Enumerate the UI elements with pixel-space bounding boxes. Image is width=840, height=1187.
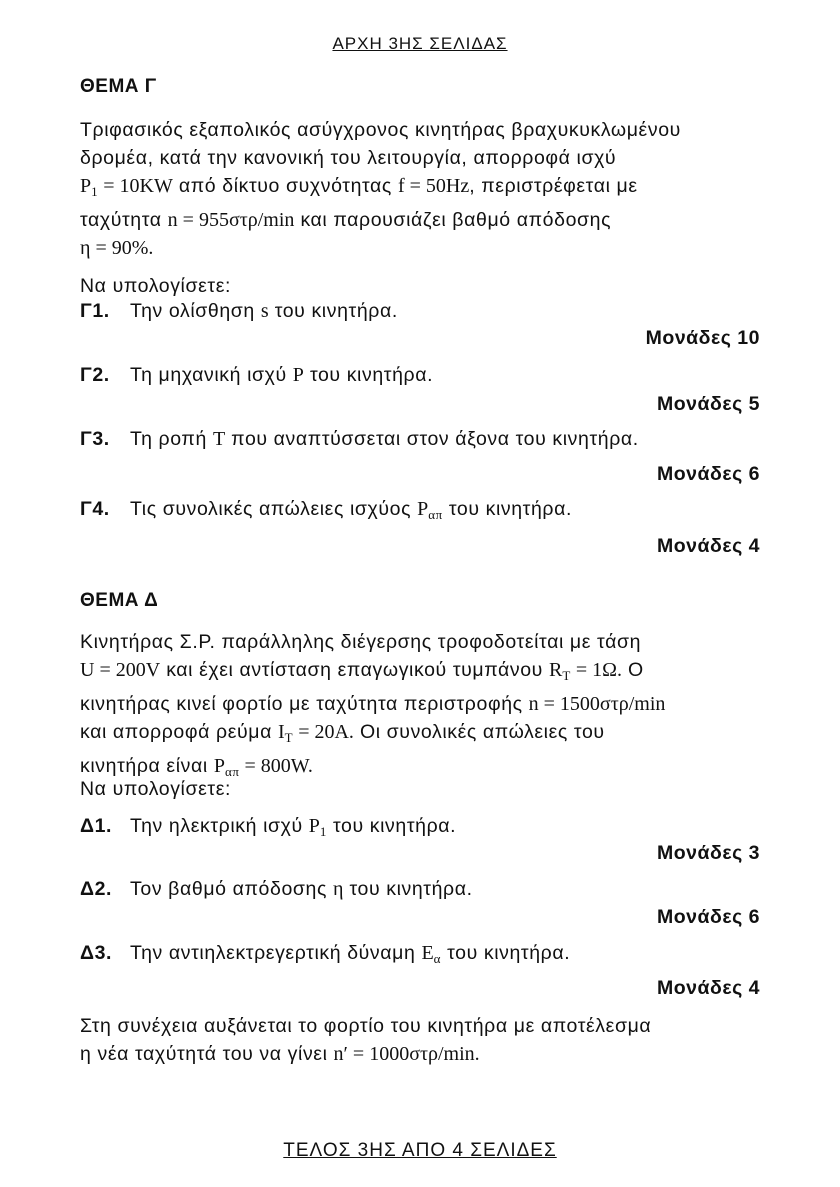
page-footer: ΤΕΛΟΣ 3ΗΣ ΑΠΟ 4 ΣΕΛΙΔΕΣ <box>283 1140 557 1161</box>
question-label: Γ3. <box>80 428 110 450</box>
math-value: = 1Ω. <box>570 659 623 681</box>
text: Την ολίσθηση <box>130 300 261 322</box>
math-value: f = 50Hz <box>397 175 470 197</box>
subscript: απ <box>428 507 443 522</box>
marks-c1: Μονάδες 10 <box>645 327 760 349</box>
text: , περιστρέφεται με <box>469 175 638 197</box>
intro-line <box>80 690 760 718</box>
continuation-line: Στη συνέχεια αυξάνεται το φορτίο του κινητήρα με αποτέλεσμα <box>80 1015 652 1037</box>
question-c2 <box>80 364 433 387</box>
text: Την αντιηλεκτρεγερτική δύναμη <box>130 942 422 964</box>
subscript: α <box>433 951 442 966</box>
question-label: Γ1. <box>80 300 110 322</box>
intro-line: Κινητήρας Σ.Ρ. παράλληλης διέγερσης τροφοδοτείται με τάση <box>80 631 642 653</box>
text: του κινητήρα. <box>441 942 571 964</box>
continuation-line <box>80 1040 760 1068</box>
text: Την ηλεκτρική ισχύ <box>130 815 309 837</box>
text: και απορροφά ρεύμα <box>80 721 278 743</box>
subscript: 1 <box>91 184 99 199</box>
marks-d1: Μονάδες 3 <box>657 842 760 864</box>
math-value: = 800W. <box>239 755 313 777</box>
math-symbol: P <box>292 364 304 386</box>
text: Τον βαθμό απόδοσης <box>130 878 333 900</box>
text: από δίκτυο συχνότητας <box>172 175 398 197</box>
text: Τις συνολικές απώλειες ισχύος <box>130 498 418 520</box>
question-d1 <box>80 815 456 840</box>
intro-line <box>80 172 760 206</box>
math-value: η = 90%. <box>80 237 154 259</box>
text: Τη ροπή <box>130 428 213 450</box>
intro-line <box>80 206 760 234</box>
math-value: = 20A. <box>293 721 354 743</box>
theme-c-intro <box>80 116 760 262</box>
subscript: 1 <box>319 824 327 839</box>
question-d3 <box>80 942 570 967</box>
math-symbol: P <box>308 815 320 837</box>
math-value: n = 955στρ/min <box>167 209 295 231</box>
theme-c-prompt: Να υπολογίσετε: <box>80 275 232 297</box>
question-label: Δ1. <box>80 815 113 837</box>
marks-d3: Μονάδες 4 <box>657 977 760 999</box>
question-c4 <box>80 498 572 523</box>
text: του κινητήρα. <box>343 878 473 900</box>
question-c1 <box>80 300 398 323</box>
theme-d-continuation <box>80 1012 760 1068</box>
text: Οι συνολικές απώλειες του <box>353 721 605 743</box>
question-label: Γ2. <box>80 364 110 386</box>
math-symbol: E <box>421 942 434 964</box>
question-d2 <box>80 878 473 901</box>
math-symbol: P <box>213 755 225 777</box>
theme-d-prompt: Να υπολογίσετε: <box>80 778 232 800</box>
intro-line <box>80 656 760 690</box>
text: του κινητήρα. <box>442 498 573 520</box>
intro-line: δρομέα, κατά την κανονική του λειτουργία, απορροφά ισχύ <box>80 147 617 169</box>
math-symbol: η <box>332 878 344 900</box>
math-symbol: I <box>277 721 285 743</box>
text: Ο <box>622 659 644 681</box>
text: και έχει αντίσταση επαγωγικού τυμπάνου <box>160 659 549 681</box>
text: και παρουσιάζει βαθμό απόδοσης <box>294 209 612 231</box>
text: κινητήρας κινεί φορτίο με ταχύτητα περιστροφής <box>80 693 529 715</box>
text: που αναπτύσσεται στον άξονα του κινητήρα. <box>225 428 639 450</box>
marks-c2: Μονάδες 5 <box>657 393 760 415</box>
marks-c3: Μονάδες 6 <box>657 463 760 485</box>
theme-d-intro <box>80 628 760 786</box>
math-symbol: P <box>417 498 429 520</box>
math-symbol: s <box>260 300 269 322</box>
intro-line: Τριφασικός εξαπολικός ασύγχρονος κινητήρας βραχυκυκλωμένου <box>80 119 681 141</box>
text: ταχύτητα <box>80 209 168 231</box>
question-c3 <box>80 428 639 451</box>
math-symbol: R <box>548 659 563 681</box>
question-label: Δ3. <box>80 942 113 964</box>
math-value: n′ = 1000στρ/min. <box>333 1043 480 1065</box>
subscript: απ <box>224 764 240 779</box>
theme-c-title: ΘΕΜΑ Γ <box>80 76 157 97</box>
math-symbol: P <box>80 175 92 197</box>
question-label: Γ4. <box>80 498 110 520</box>
text: η νέα ταχύτητά του να γίνει <box>80 1043 334 1065</box>
marks-c4: Μονάδες 4 <box>657 535 760 557</box>
math-value: n = 1500στρ/min <box>528 693 666 715</box>
intro-line <box>80 718 760 752</box>
math-value: U = 200V <box>80 659 161 681</box>
text: του κινητήρα. <box>268 300 398 322</box>
theme-d-title: ΘΕΜΑ Δ <box>80 590 159 611</box>
subscript: T <box>284 730 294 745</box>
subscript: T <box>562 668 571 683</box>
text: του κινητήρα. <box>303 364 434 386</box>
page-header: ΑΡΧΗ 3ΗΣ ΣΕΛΙΔΑΣ <box>332 34 508 53</box>
marks-d2: Μονάδες 6 <box>657 906 760 928</box>
math-symbol: T <box>212 428 226 450</box>
text: κινητήρα είναι <box>80 755 214 777</box>
question-label: Δ2. <box>80 878 113 900</box>
text: Τη μηχανική ισχύ <box>130 364 293 386</box>
text: του κινητήρα. <box>327 815 457 837</box>
math-value: = 10KW <box>98 175 173 197</box>
